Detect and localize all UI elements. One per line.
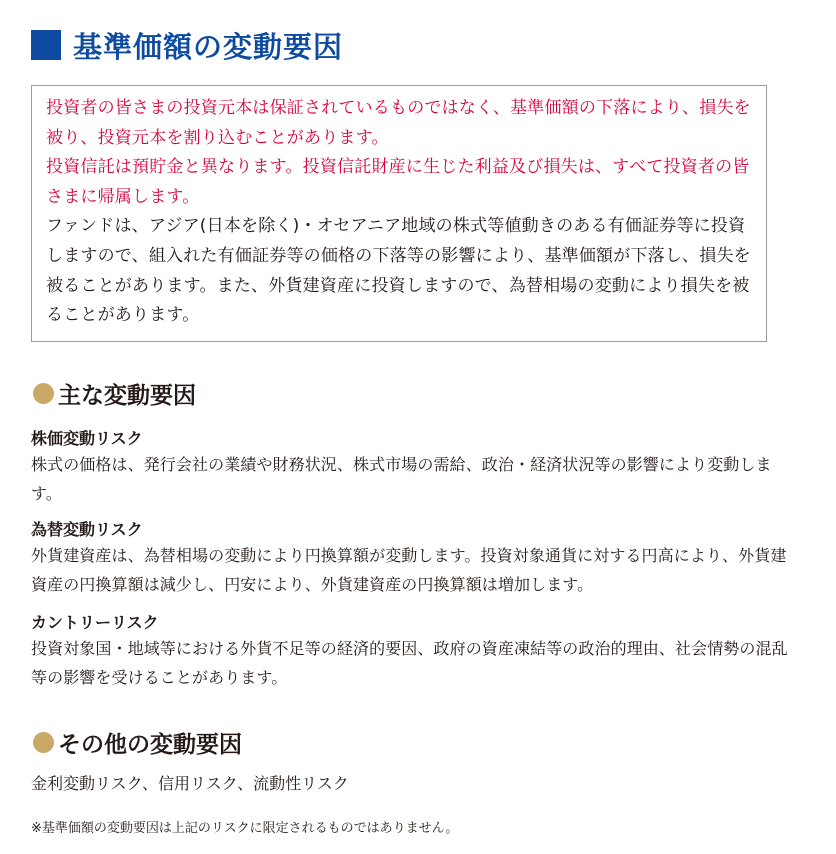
risk-notice-box <box>31 85 767 342</box>
notice-principal-warning: 投資者の皆さまの投資元本は保証されているものではなく、基準価額の下落により、損失を被り、投資元本を割り込むことがあります。 <box>46 98 751 148</box>
main-factors-heading <box>33 377 196 410</box>
title-row <box>31 23 343 67</box>
risk-description: 投資対象国・地域等における外貨不足等の経済的要因、政府の資産凍結等の政治的理由、社会情勢の混乱等の影響を受けることがあります。 <box>31 639 788 687</box>
notice-deposit-warning: 投資信託は預貯金と異なります。投資信託財産に生じた利益及び損失は、すべて投資者の皆さまに帰属します。 <box>46 157 750 207</box>
title-square-marker <box>31 30 61 60</box>
other-factors-title: その他の変動要因 <box>58 732 242 758</box>
risk-description: 外貨建資産は、為替相場の変動により円換算額が変動します。投資対象通貨に対する円高により、外貨建資産の円換算額は減少し、円安により、外貨建資産の円換算額は増加します。 <box>31 546 787 594</box>
gold-circle-bullet-icon <box>33 383 54 404</box>
main-factors-title: 主な変動要因 <box>58 383 196 409</box>
risk-item-stock-price <box>31 428 791 508</box>
footnote: ※基準価額の変動要因は上記のリスクに限定されるものではありません。 <box>31 821 459 836</box>
risk-item-exchange-rate <box>31 519 791 599</box>
risk-name: 株価変動リスク <box>31 429 143 448</box>
risk-description: 株式の価格は、発行会社の業績や財務状況、株式市場の需給、政治・経済状況等の影響により変動します。 <box>31 455 772 503</box>
risk-name: 為替変動リスク <box>31 520 143 539</box>
other-factors-list: 金利変動リスク、信用リスク、流動性リスク <box>31 774 349 793</box>
risk-item-country <box>31 612 791 692</box>
gold-circle-bullet-icon <box>33 732 54 753</box>
notice-fund-description: ファンドは、アジア(日本を除く)・オセアニア地域の株式等値動きのある有価証券等に投資しますので、組入れた有価証券等の価格の下落等の影響により、基準価額が下落し、損失を被ることがあります。また、外貨建資産に投資しますので、為替相場の変動により損失を被ることがあります。 <box>46 216 751 326</box>
risk-name: カントリーリスク <box>31 613 159 632</box>
other-factors-heading <box>33 726 242 759</box>
page-title: 基準価額の変動要因 <box>73 29 344 64</box>
